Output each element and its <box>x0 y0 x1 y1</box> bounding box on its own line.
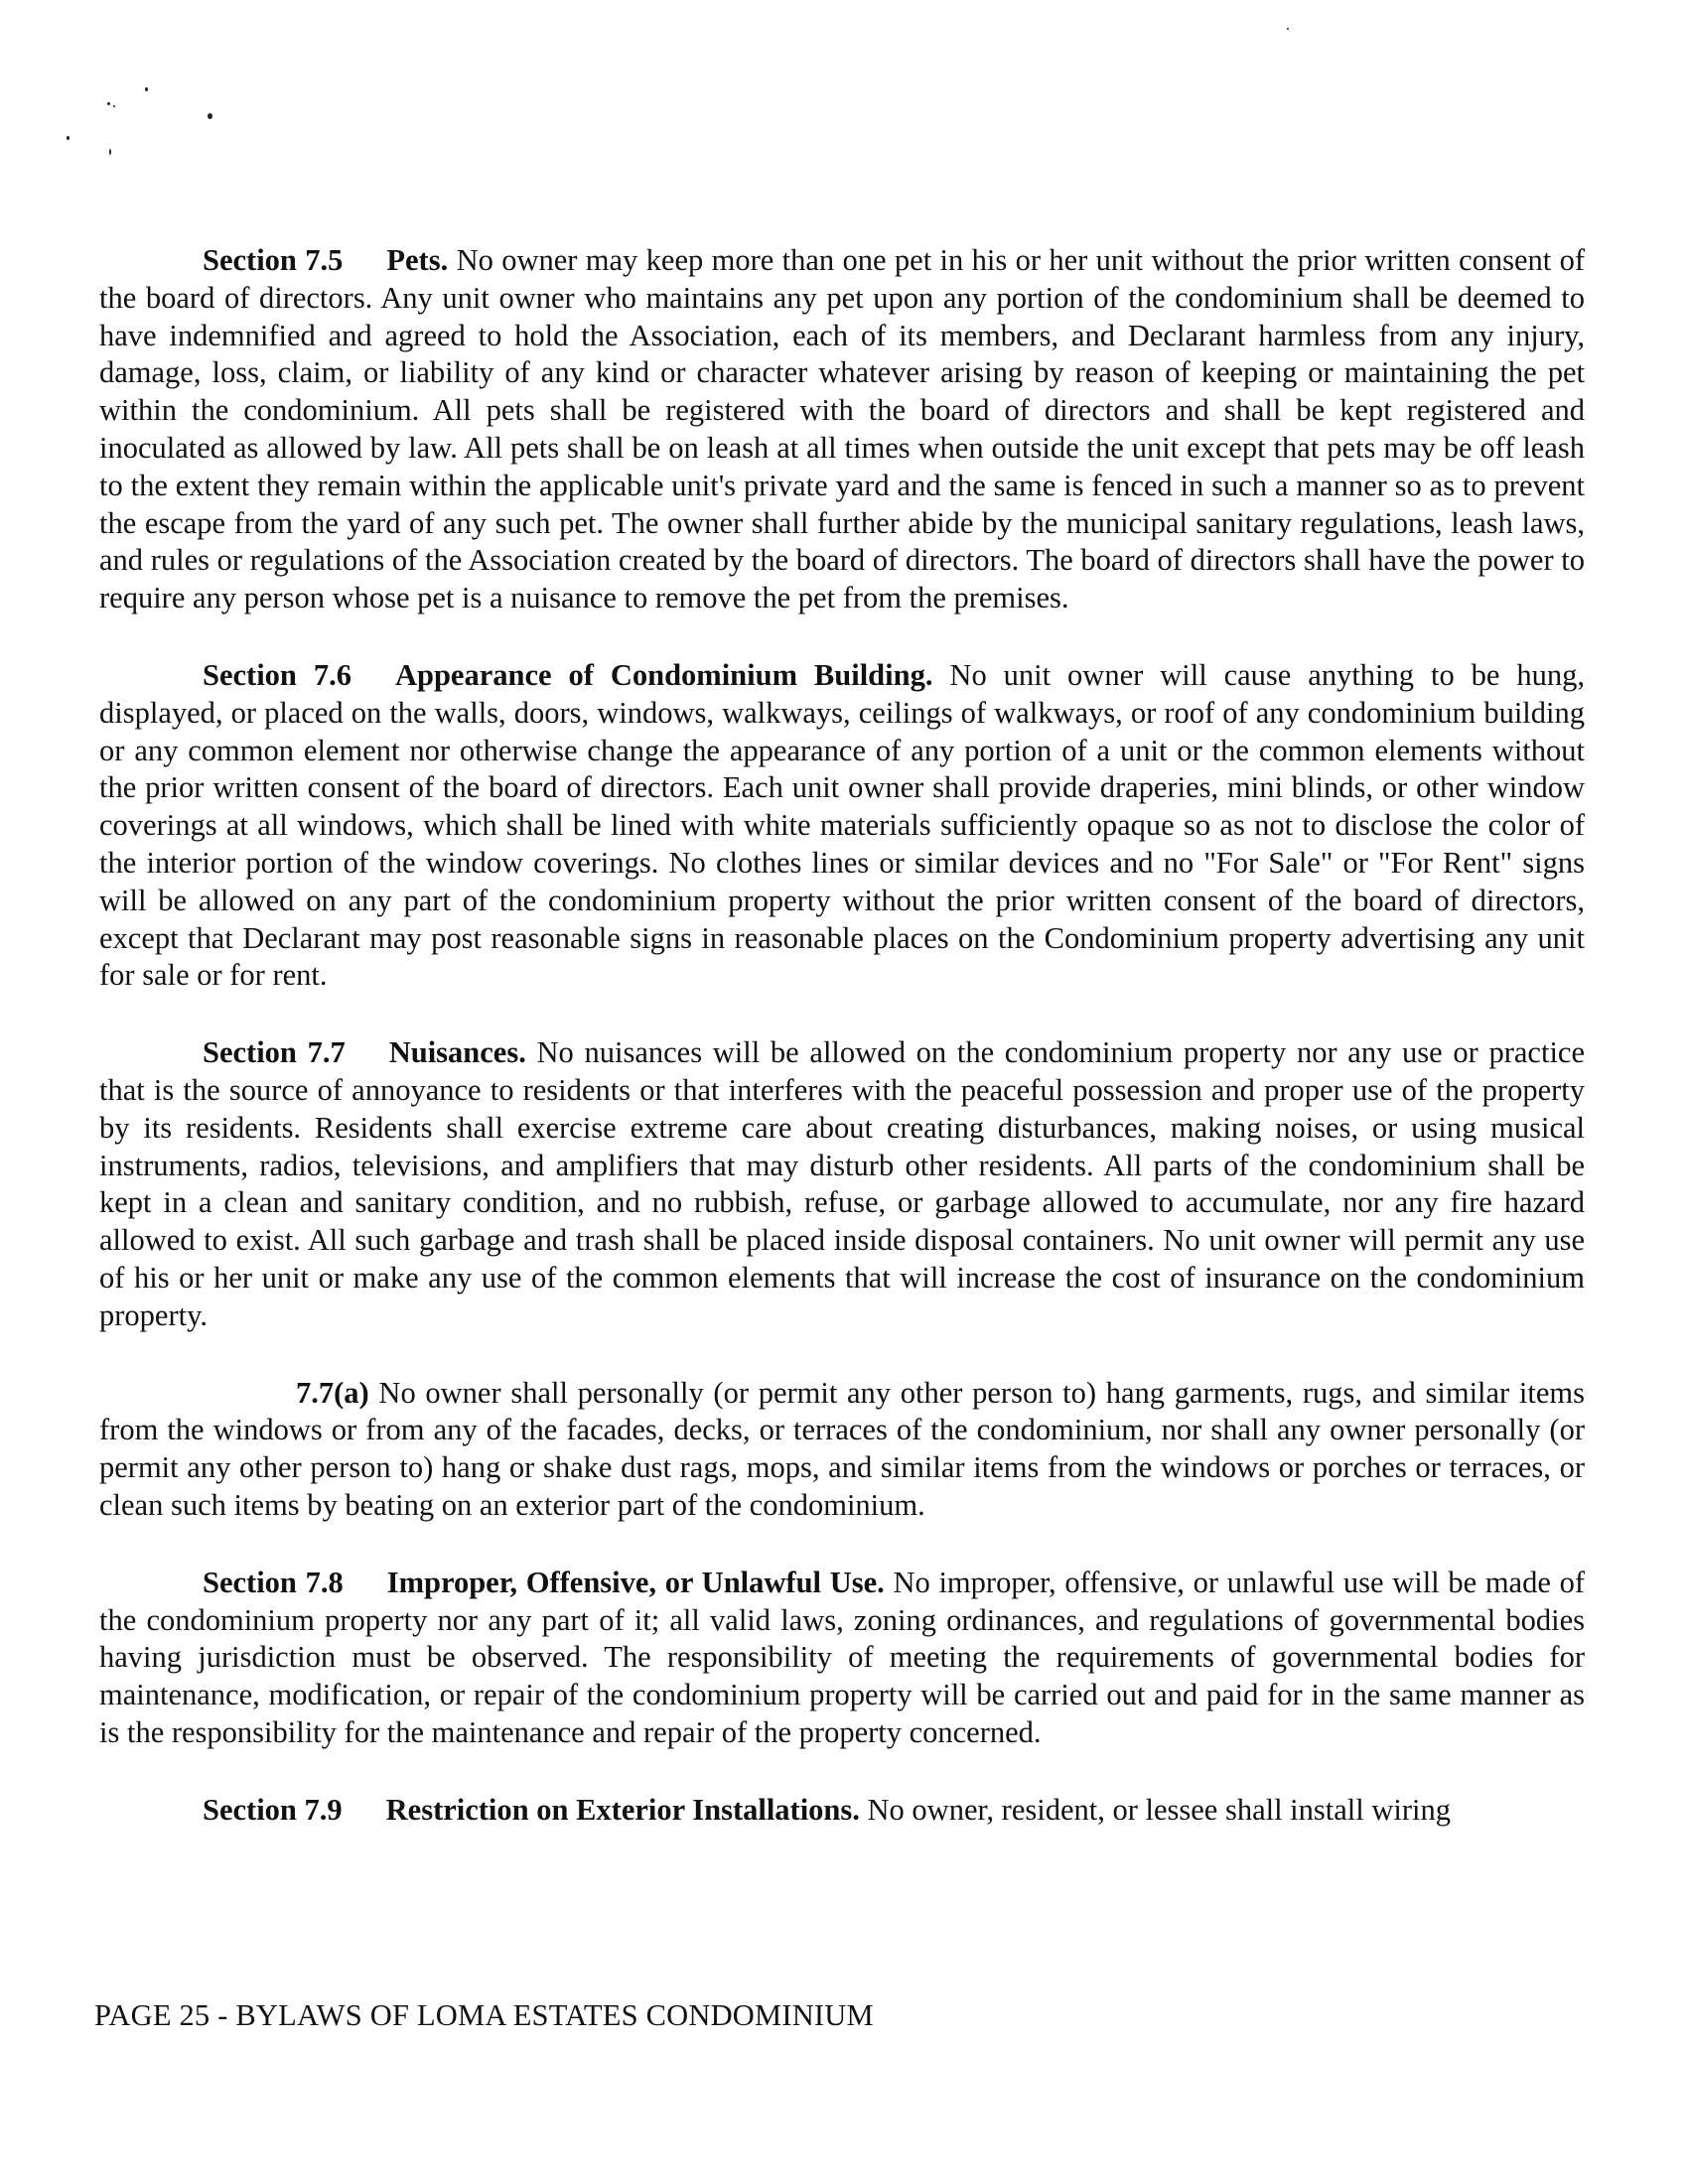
scan-speck <box>208 113 212 119</box>
section-7-8 <box>99 1565 1585 1752</box>
section-title: Nuisances. <box>388 1035 526 1070</box>
section-text: No nuisances will be allowed on the condominium property nor any use or practice that is the source of annoyance to residents or that interferes with the peaceful possession and proper use of the property by its residents. Residents shall exercise extreme care about creating disturbances, making noises, or using musical instruments, radios, televisions, and amplifiers that may disturb other residents. All parts of the condominium shall be kept in a clean and sanitary condition, and no rubbish, refuse, or garbage allowed to accumulate, nor any fire hazard allowed to exist. All such garbage and trash shall be placed inside disposal containers. No unit owner will permit any use of his or her unit or make any use of the common elements that will increase the cost of insurance on the condominium property. <box>99 1035 1585 1332</box>
section-number: Section 7.5 <box>203 243 344 277</box>
section-title: Appearance of Condominium Building. <box>394 657 933 692</box>
scan-speck <box>67 136 70 140</box>
section-7-7 <box>99 1034 1585 1334</box>
subsection-number: 7.7(a) <box>296 1375 369 1410</box>
section-number: Section 7.9 <box>203 1792 343 1827</box>
section-title: Restriction on Exterior Installations. <box>385 1792 860 1827</box>
scan-speck <box>1287 28 1289 30</box>
scan-speck <box>107 102 110 105</box>
section-number: Section 7.6 <box>203 657 352 692</box>
section-text: No improper, offensive, or unlawful use will be made of the condominium property nor any part of it; all valid laws, zoning ordinances, and regulations of governmental bodies having jurisdiction must be observed. The responsibility of meeting the requirements of governmental bodies for maintenance, modification, or repair of the condominium property will be carried out and paid for in the same manner as is the responsibility for the maintenance and repair of the property concerned. <box>99 1565 1585 1749</box>
section-title: Improper, Offensive, or Unlawful Use. <box>386 1565 885 1599</box>
page-footer: PAGE 25 - BYLAWS OF LOMA ESTATES CONDOMINIUM <box>94 1998 874 2032</box>
scan-speck <box>113 105 115 107</box>
scan-speck <box>145 87 148 91</box>
scan-speck <box>109 149 111 155</box>
section-text: No owner shall personally (or permit any other person to) hang garments, rugs, and similar items from the windows or from any of the facades, decks, or terraces of the condominium, nor shall any owner personally (or permit any other person to) hang or shake dust rags, mops, and similar items from the windows or porches or terraces, or clean such items by beating on an exterior part of the condominium. <box>99 1375 1586 1522</box>
section-7-5 <box>99 242 1585 617</box>
section-7-9 <box>99 1792 1585 1830</box>
section-text: No owner may keep more than one pet in his or her unit without the prior written consent of the board of directors. Any unit owner who maintains any pet upon any portion of the condominium shall be deemed to have indemnified and agreed to hold the Association, each of its members, and Declarant harmless from any injury, damage, loss, claim, or liability of any kind or character whatever arising by reason of keeping or maintaining the pet within the condominium. All pets shall be registered with the board of directors and shall be kept registered and inoculated as allowed by law. All pets shall be on leash at all times when outside the unit except that pets may be off leash to the extent they remain within the applicable unit's private yard and the same is fenced in such a manner so as to prevent the escape from the yard of any such pet. The owner shall further abide by the municipal sanitary regulations, leash laws, and rules or regulations of the Association created by the board of directors. The board of directors shall have the power to require any person whose pet is a nuisance to remove the pet from the premises. <box>99 243 1586 615</box>
section-text: No unit owner will cause anything to be hung, displayed, or placed on the walls, doors, windows, walkways, ceilings of walkways, or roof of any condominium building or any common element nor otherwise change the appearance of any portion of a unit or the common elements without the prior written consent of the board of directors. Each unit owner shall provide draperies, mini blinds, or other window coverings at all windows, which shall be lined with white materials sufficiently opaque so as not to disclose the color of the interior portion of the window coverings. No clothes lines or similar devices and no "For Sale" or "For Rent" signs will be allowed on any part of the condominium property without the prior written consent of the board of directors, except that Declarant may post reasonable signs in reasonable places on the Condominium property advertising any unit for sale or for rent. <box>99 657 1586 993</box>
section-number: Section 7.7 <box>203 1035 346 1070</box>
section-text: No owner, resident, or lessee shall install wiring <box>867 1792 1451 1827</box>
section-7-7a <box>99 1375 1585 1525</box>
section-7-6 <box>99 657 1585 995</box>
section-number: Section 7.8 <box>203 1565 344 1599</box>
bylaws-body <box>99 242 1585 1868</box>
section-title: Pets. <box>386 243 449 277</box>
